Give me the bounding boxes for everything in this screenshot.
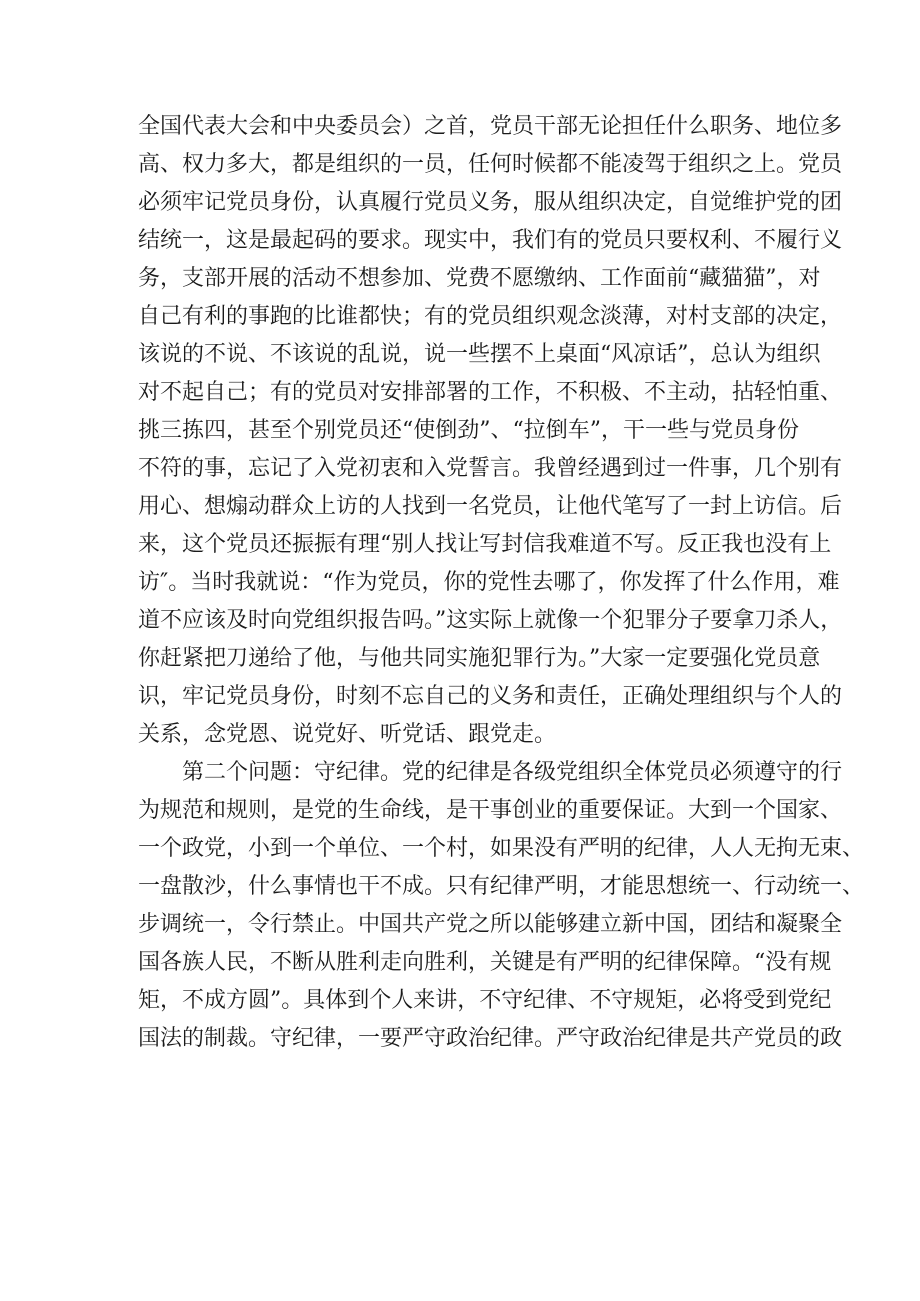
text-line: 为规范和规则，是党的生命线，是干事创业的重要保证。大到一个国家、 [138,798,843,823]
text-line: 务，支部开展的活动不想参加、党费不愿缴纳、工作面前“藏猫猫”，对 [138,266,821,291]
text-line: 结统一，这是最起码的要求。现实中，我们有的党员只要权利、不履行义 [138,228,843,253]
text-line: 关系，念党恩、说党好、听党话、跟党走。 [138,722,557,747]
text-line: 步调统一，令行禁止。中国共产党之所以能够建立新中国，团结和凝聚全 [138,912,843,937]
text-line: 一个政党，小到一个单位、一个村，如果没有严明的纪律，人人无拘无束、 [138,836,865,861]
text-line: 对不起自己；有的党员对安排部署的工作，不积极、不主动，拈轻怕重、 [138,380,843,405]
text-line: 一盘散沙，什么事情也干不成。只有纪律严明，才能思想统一、行动统一、 [138,874,865,899]
text-line: 高、权力多大，都是组织的一员，任何时候都不能凌驾于组织之上。党员 [138,152,843,177]
text-line: 道不应该及时向党组织报告吗。”这实际上就像一个犯罪分子要拿刀杀人， [138,608,843,633]
text-line: 来，这个党员还振振有理“别人找让写封信我难道不写。反正我也没有上 [138,532,832,557]
text-line: 国各族人民，不断从胜利走向胜利，关键是有严明的纪律保障。“没有规 [138,950,832,975]
text-line: 不符的事，忘记了入党初衷和入党誓言。我曾经遇到过一件事，几个别有 [138,456,843,481]
text-line: 该说的不说、不该说的乱说，说一些摆不上桌面“风凉话”，总认为组织 [138,342,821,367]
text-line: 挑三拣四，甚至个别党员还“使倒劲”、“拉倒车”，干一些与党员身份 [138,418,799,443]
document-body [138,108,865,1058]
text-line: 识，牢记党员身份，时刻不忘自己的义务和责任，正确处理组织与个人的 [138,684,843,709]
text-line: 全国代表大会和中央委员会）之首，党员干部无论担任什么职务、地位多 [138,114,843,139]
text-line: 你赶紧把刀递给了他，与他共同实施犯罪行为。”大家一定要强化党员意 [138,646,821,671]
text-line: 矩，不成方圆”。具体到个人来讲，不守纪律、不守规矩，必将受到党纪 [138,988,832,1013]
paragraph-2 [138,754,865,1058]
text-line: 访″。当时我就说：“作为党员，你的党性去哪了，你发挥了什么作用，难 [138,570,840,595]
text-line: 第二个问题：守纪律。党的纪律是各级党组织全体党员必须遵守的行 [182,760,843,785]
text-line: 自己有利的事跑的比谁都快；有的党员组织观念淡薄，对村支部的决定， [138,304,843,329]
text-line: 国法的制裁。守纪律，一要严守政治纪律。严守政治纪律是共产党员的政 [138,1026,843,1051]
text-line: 用心、想煽动群众上访的人找到一名党员，让他代笔写了一封上访信。后 [138,494,843,519]
text-line: 必须牢记党员身份，认真履行党员义务，服从组织决定，自觉维护党的团 [138,190,843,215]
paragraph-1 [138,108,843,754]
